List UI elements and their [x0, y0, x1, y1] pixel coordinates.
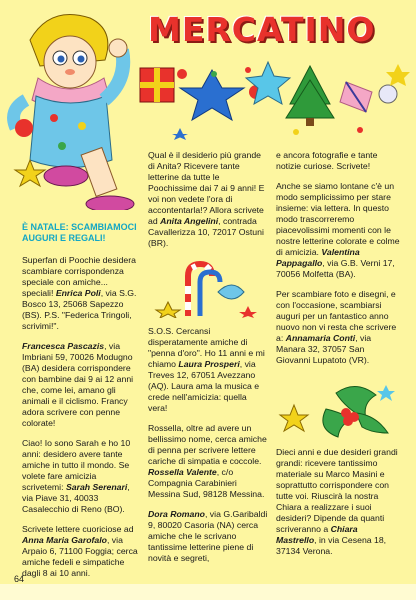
letter-entry: Superfan di Poochie desidera scambiare corrispondenza speciale con amiche... speciali! Enrica Poli, via S.G. Bosco 13, 25068 Sapezzo (BS). P.S. "Federica Tringoli, scrivimi!".	[22, 255, 137, 331]
page-bottom-margin	[0, 584, 416, 600]
letter-entry: Ciao! Io sono Sarah e ho 10 anni: desidero avere tante amiche in tutto il mondo. Se volete fare amicizia scrivetemi: Sarah Serenari, via Piave 31, 40033 Casalecchio di Reno (BO).	[22, 438, 131, 514]
contact-name: Rossella Valente	[148, 467, 217, 477]
contact-name: Laura Prosperi	[178, 359, 240, 369]
contact-name: Anna Maria Garofalo	[22, 535, 107, 545]
contact-name: Dora Romano	[148, 509, 205, 519]
letter-entry: e ancora fotografie e tante notizie curiose. Scrivete!	[276, 150, 378, 171]
letter-entry: Anche se siamo lontane c'è un modo semplicissimo per stare insieme: via lettera. In questo modo trascorreremo piacevolissimi momenti con le nostre letterine colorate e colme di amicizia. Valentina Pappagallo, via G.B. Verni 17, 70056 Molfetta (BA).	[276, 181, 400, 279]
letter-entry: Per scambiare foto e disegni, e con l'occasione, scambiarsi auguri per un fantastico anno nuovo non vi resta che scrivere a: Annamaria Conti, via Manara 32, 37057 San Giovanni Lupatoto (VR).	[276, 289, 397, 365]
column-3	[276, 150, 400, 566]
section-headline: È NATALE: SCAMBIAMOCI AUGURI E REGALI!	[22, 222, 137, 243]
column-2	[148, 150, 268, 573]
page-number: 64	[14, 574, 25, 584]
letter-entry: S.O.S. Cercansi disperatamente amiche di "penna d'oro". Ho 11 anni e mi chiamo Laura Prosperi, via Treves 12, 67051 Avezzano (AQ). Laura ama la musica e crede nell'amicizia: quella vera!	[148, 326, 265, 413]
letter-entry: Rossella, oltre ad avere un bellissimo nome, cerca amiche di penna per scrivere lettere cariche di simpatia e coccole. Rossella Valente, c/o Compagnia Carabinieri Messina Sud, 98128 Messina.	[148, 423, 267, 499]
letter-entry: Scrivete lettere cuoriciose ad Anna Maria Garofalo, via Arpaio 6, 71100 Foggia; cerca amiche fedeli e simpatiche dagli 8 ai 10 anni.	[22, 524, 138, 578]
contact-name: Enrica Poli	[55, 288, 101, 298]
page-title: MERCATINO	[148, 10, 376, 49]
contact-name: Valentina Pappagallo	[276, 247, 360, 268]
letter-entry: Dieci anni e due desideri grandi grandi: ricevere tantissimo materiale su Marco Masini e soprattutto corrispondere con tutte voi. Riuscirà la nostra Chiara a realizzare i suoi desideri? Dipende da quanti scriveranno a Chiara Mastrello, in via Cesena 18, 37134 Verona.	[276, 447, 398, 556]
holly-illustration	[276, 375, 400, 441]
letter-entry: Francesca Pascazis, via Imbriani 59, 70026 Modugno (BA) desidera corrispondere con bambine dai 9 ai 12 anni che, come lei, amano gli animali e il ciclismo. Francy adora scrivere con penne colorate!	[22, 341, 134, 428]
contact-name: Chiara Mastrello	[276, 524, 358, 545]
candy-cane-illustration	[148, 258, 268, 318]
column-1	[22, 255, 140, 588]
contact-name: Annamaria Conti	[285, 333, 356, 343]
letter-entry: Qual è il desiderio più grande di Anita? Ricevere tante letterine da tutte le Poochissime dai 7 ai 9 anni! E voi non vedete l'ora di accontentarla!? Allora scrivete ad Anita Angelini, contrada Cavallerizza 10, 72017 Ostuni (BR).	[148, 150, 265, 248]
letter-entry: Dora Romano, via G.Garibaldi 9, 80020 Casoria (NA) cerca amiche che le scrivano tantissime letterine piene di novità e segreti,	[148, 509, 268, 563]
contact-name: Francesca Pascazis	[22, 341, 105, 351]
contact-name: Anita Angelini	[160, 216, 219, 226]
contact-name: Sarah Serenari	[65, 482, 128, 492]
